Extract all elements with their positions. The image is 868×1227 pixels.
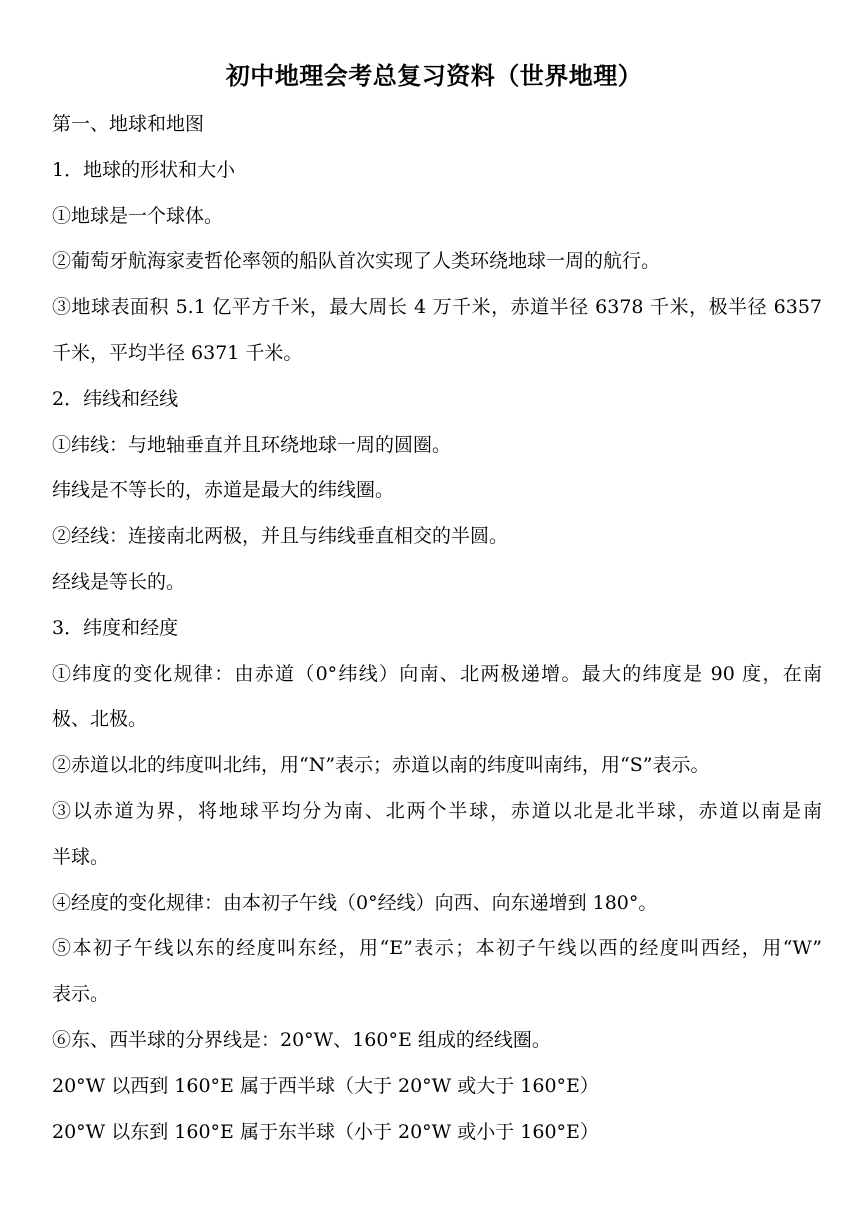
text-line: ①地球是一个球体。 xyxy=(52,204,224,227)
text-line: ②经线：连接南北两极，并且与纬线垂直相交的半圆。 xyxy=(52,525,509,548)
text-line: ①纬度的变化规律：由赤道（0°纬线）向南、北两极递增。最大的纬度是 90 度，在南 xyxy=(52,662,822,685)
text-line: 经线是等长的。 xyxy=(52,570,186,593)
text-line: 20°W 以东到 160°E 属于东半球（小于 20°W 或小于 160°E） xyxy=(52,1120,599,1143)
document-body xyxy=(52,102,822,1155)
text-line: 2．纬线和经线 xyxy=(52,387,179,410)
text-line: 半球。 xyxy=(52,845,110,868)
text-line: 20°W 以西到 160°E 属于西半球（大于 20°W 或大于 160°E） xyxy=(52,1074,599,1097)
text-line: 表示。 xyxy=(52,983,110,1006)
text-line: 3．纬度和经度 xyxy=(52,616,179,639)
text-line: ②赤道以北的纬度叫北纬，用“N”表示；赤道以南的纬度叫南纬，用“S”表示。 xyxy=(52,754,710,777)
document-title: 初中地理会考总复习资料（世界地理） xyxy=(225,61,643,90)
text-line: 第一、地球和地图 xyxy=(52,113,205,135)
text-line: ④经度的变化规律：由本初子午线（0°经线）向西、向东递增到 180°。 xyxy=(52,891,658,914)
text-line: ①纬线：与地轴垂直并且环绕地球一周的圆圈。 xyxy=(52,433,452,456)
text-line: 千米，平均半径 6371 千米。 xyxy=(52,341,303,364)
text-line: 1．地球的形状和大小 xyxy=(52,158,236,181)
text-line: 纬线是不等长的，赤道是最大的纬线圈。 xyxy=(52,479,395,502)
text-line: ③以赤道为界，将地球平均分为南、北两个半球，赤道以北是北半球，赤道以南是南 xyxy=(52,799,822,822)
text-line: ②葡萄牙航海家麦哲伦率领的船队首次实现了人类环绕地球一周的航行。 xyxy=(52,250,661,273)
text-line: ③地球表面积 5.1 亿平方千米，最大周长 4 万千米，赤道半径 6378 千米，极半径 6357 xyxy=(52,296,822,319)
text-line: ⑥东、西半球的分界线是：20°W、160°E 组成的经线圈。 xyxy=(52,1028,551,1051)
text-line: ⑤本初子午线以东的经度叫东经，用“E”表示；本初子午线以西的经度叫西经，用“W” xyxy=(52,937,822,960)
text-line: 极、北极。 xyxy=(52,708,148,731)
